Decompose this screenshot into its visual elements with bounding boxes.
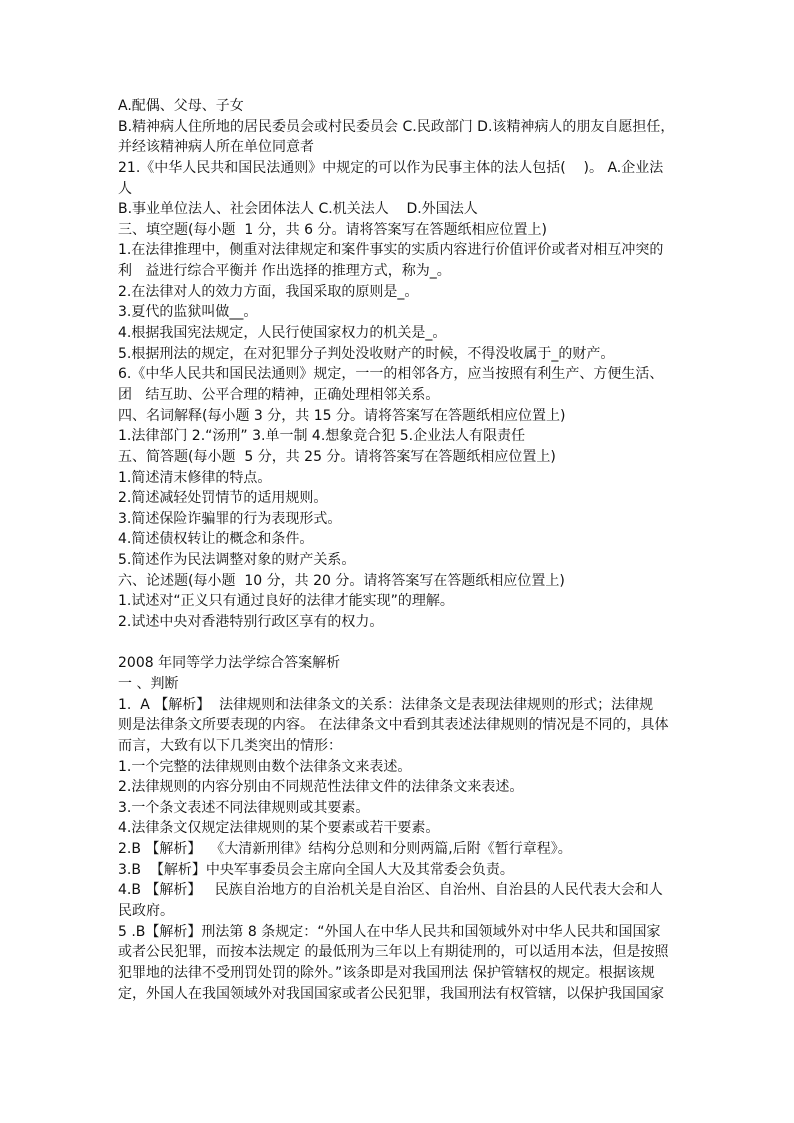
text-line: 人 (118, 180, 132, 197)
text-line: 3.简述保险诈骗罪的行为表现形式。 (118, 510, 342, 527)
text-line: 6.《中华人民共和国民法通则》规定，一一的相邻各方，应当按照有利生产、方便生活、 (118, 366, 664, 383)
text-line: 3.一个条文表述不同法律规则或其要素。 (118, 799, 370, 816)
text-line: 2008 年同等学力法学综合答案解析 (118, 655, 341, 672)
text-line: 21.《中华人民共和国民法通则》中规定的可以作为民事主体的法人包括( )。 A.企业法 (118, 159, 664, 176)
text-line: B.精神病人住所地的居民委员会或村民委员会 C.民政部门 D.该精神病人的朋友自愿担任， (118, 118, 675, 135)
text-line: A.配偶、父母、子女 (118, 98, 244, 114)
text-line: 2.在法律对人的效力方面，我国采取的原则是_。 (118, 283, 419, 300)
text-line: 四、名词解释(每小题 3 分，共 15 分。请将答案写在答题纸相应位置上) (118, 407, 566, 424)
text-line: 3.B 【解析】中央军事委员会主席向全国人大及其常委会负责。 (118, 861, 514, 878)
text-line: 民政府。 (118, 902, 174, 919)
text-line: 而言，大致有以下几类突出的情形： (118, 737, 342, 754)
text-line: 2.试述中央对香港特别行政区享有的权力。 (118, 614, 384, 631)
text-line: 5 .B【解析】刑法第 8 条规定：“外国人在中华人民共和国领域外对中华人民共和国国家 (118, 923, 661, 940)
text-line: 六、论述题(每小题 10 分，共 20 分。请将答案写在答题纸相应位置上) (118, 572, 565, 589)
text-line: 五、简答题(每小题 5 分，共 25 分。请将答案写在答题纸相应位置上) (118, 448, 556, 465)
text-line: 1.法律部门 2.“汤刑” 3.单一制 4.想象竞合犯 5.企业法人有限责任 (118, 428, 526, 445)
text-line: 4.根据我国宪法规定，人民行使国家权力的机关是_。 (118, 325, 447, 342)
text-line: 1.简述清末修律的特点。 (118, 469, 272, 486)
text-line: 利 益进行综合平衡并 作出选择的推理方式，称为_。 (118, 263, 451, 280)
text-line: 4.简述债权转让的概念和条件。 (118, 531, 314, 548)
text-line: 2.简述减轻处罚情节的适用规则。 (118, 490, 328, 507)
text-line: 2.法律规则的内容分别由不同规范性法律文件的法律条文来表述。 (118, 779, 524, 796)
text-line: 5.根据刑法的规定，在对犯罪分子判处没收财产的时候，不得没收属于_的财产。 (118, 345, 615, 362)
text-line: 2.B 【解析】 《大清新刑律》结构分总则和分则两篇,后附《暂行章程》。 (118, 841, 572, 858)
text-line: 1.在法律推理中，侧重对法律规定和案件事实的实质内容进行价值评价或者对相互冲突的 (118, 242, 664, 259)
text-line: 1. A 【解析】 法律规则和法律条文的关系：法律条文是表现法律规则的形式；法律规 (118, 696, 654, 713)
text-line: B.事业单位法人、社会团体法人 C.机关法人 D.外国法人 (118, 201, 478, 218)
text-line (118, 633, 688, 654)
text-line: 或者公民犯罪，而按本法规定 的最低刑为三年以上有期徒刑的，可以适用本法，但是按照 (118, 944, 669, 961)
text-line: 5.简述作为民法调整对象的财产关系。 (118, 552, 356, 569)
text-line: 则是法律条文所要表现的内容。 在法律条文中看到其表述法律规则的情况是不同的，具体 (118, 717, 669, 734)
text-line: 并经该精神病人所在单位同意者 (118, 139, 314, 156)
text-line: 三、填空题(每小题 1 分，共 6 分。请将答案写在答题纸相应位置上) (118, 221, 547, 238)
text-line: 4.法律条文仅规定法律规则的某个要素或若干要素。 (118, 820, 440, 837)
text-line: 3.夏代的监狱叫做__。 (118, 304, 258, 321)
text-line: 定，外国人在我国领域外对我国国家或者公民犯罪，我国刑法有权管辖，以保护我国国家 (118, 985, 664, 1002)
text-line: 犯罪地的法律不受刑罚处罚的除外。”该条即是对我国刑法 保护管辖权的规定。根据该规 (118, 964, 655, 981)
text-line: 4.B 【解析】 民族自治地方的自治机关是自治区、自治州、自治县的人民代表大会和人 (118, 882, 663, 899)
text-line: 1.一个完整的法律规则由数个法律条文来表述。 (118, 758, 412, 775)
text-line: 一 、判断 (118, 675, 179, 692)
text-line: 1.试述对“正义只有通过良好的法律才能实现”的理解。 (118, 593, 454, 610)
document-page (118, 96, 688, 1004)
text-line: 团 结互助、公平合理的精神，正确处理相邻关系。 (118, 386, 440, 403)
